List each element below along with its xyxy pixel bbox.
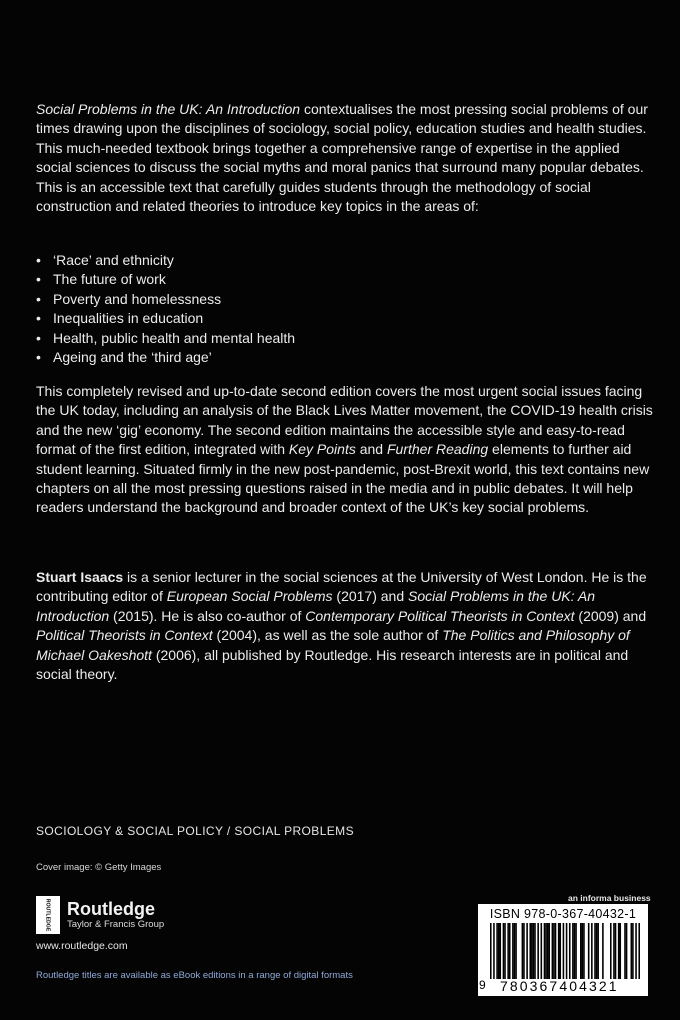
list-item: • Ageing and the ‘third age’ (36, 348, 295, 367)
author-book-title: Social Problems in the UK: An Introduction (36, 588, 596, 624)
barcode-bar (632, 923, 634, 979)
barcode-bar (531, 923, 533, 979)
barcode-digits: 780367404321 (500, 978, 619, 994)
publisher-block (36, 896, 164, 952)
barcode-bar (558, 923, 560, 979)
further-reading-term: Further Reading (386, 441, 489, 458)
barcode-bar (529, 923, 531, 979)
barcode-bar (631, 923, 633, 979)
barcode-bar (596, 923, 598, 979)
barcode-bar (490, 923, 492, 979)
informa-business-label: an informa business (568, 893, 651, 903)
barcode-bar (566, 923, 568, 979)
isbn-label: ISBN 978-0-367-40432-1 (489, 907, 637, 921)
barcode-bar (597, 923, 599, 979)
barcode-bar (526, 923, 528, 979)
barcode-bar (563, 923, 565, 979)
barcode-bar (615, 923, 617, 979)
barcode-bar (507, 923, 509, 979)
author-bio-text: (2015). He is also co-author of (109, 607, 306, 624)
subject-category: SOCIOLOGY & SOCIAL POLICY / SOCIAL PROBLEMS (36, 824, 354, 838)
barcode-bar (547, 923, 549, 979)
barcode-bar (569, 923, 571, 979)
edition-paragraph (36, 382, 656, 518)
list-item: • The future of work (36, 270, 295, 289)
barcode-bar (512, 923, 514, 979)
author-bio-text: (2006), all published by Routledge. His research interests are in political and social theory. (36, 646, 629, 683)
book-title: Social Problems in the UK: An Introduction (36, 101, 301, 117)
barcode-bar (504, 923, 506, 979)
routledge-logo-icon (36, 896, 60, 934)
barcode-bar (559, 923, 561, 979)
barcode-bars (490, 923, 640, 979)
barcode-bar (493, 923, 495, 979)
barcode-bar (515, 923, 517, 979)
barcode-bar (499, 923, 501, 979)
barcode-bar (619, 923, 621, 979)
key-points-term: Key Points (288, 441, 356, 458)
barcode-bar (635, 923, 637, 979)
publisher-group: Taylor & Francis Group (67, 919, 165, 930)
topic-list (36, 251, 295, 367)
author-bio-text: (2017) and (332, 588, 409, 605)
routledge-logo-mark-text: ROUTLEDGE (44, 898, 51, 932)
barcode-bar (534, 923, 536, 979)
barcode-bar (537, 923, 539, 979)
barcode-bar (618, 923, 620, 979)
publisher-name: Routledge (67, 899, 155, 919)
barcode-bar (523, 923, 525, 979)
barcode-bar (555, 923, 557, 979)
author-book-title: European Social Problems (166, 588, 333, 605)
author-name: Stuart Isaacs (36, 569, 124, 585)
ebook-availability-note: Routledge titles are available as eBook editions in a range of digital formats (36, 970, 353, 981)
barcode-bar (588, 923, 590, 979)
barcode-bar (553, 923, 555, 979)
barcode-bar (610, 923, 612, 979)
isbn-barcode (478, 904, 648, 996)
barcode-bar (575, 923, 577, 979)
author-bio-text: is a senior lecturer in the social sciences at the University of West London. He is the contributing editor of (36, 569, 647, 605)
barcode-bar (574, 923, 576, 979)
barcode-bar (548, 923, 550, 979)
list-item: • Health, public health and mental health (36, 329, 295, 348)
author-book-title: Political Theorists in Context (36, 627, 213, 644)
barcode-bar (582, 923, 584, 979)
barcode-bar (624, 923, 626, 979)
publisher-website[interactable]: www.routledge.com (36, 940, 128, 952)
barcode-bar (496, 923, 498, 979)
barcode-bar (583, 923, 585, 979)
barcode-bar (544, 923, 546, 979)
author-bio-text: (2009) and (574, 607, 647, 624)
list-item: • ‘Race’ and ethnicity (36, 251, 295, 270)
routledge-logo (36, 896, 164, 934)
barcode-bar (638, 923, 640, 979)
list-item: • Inequalities in education (36, 309, 295, 328)
barcode-bar (514, 923, 516, 979)
intro-paragraph (36, 100, 656, 216)
barcode-bar (572, 923, 574, 979)
edition-text-3: elements to further aid student learning. Situated firmly in the new post-pandemic, post-Brexit world, this text contains new chapters on all the most pressing questions raised in the media and in public debates. It will help readers understand the background and broader context of the UK’s key social problems. (36, 441, 650, 516)
barcode-bar (626, 923, 628, 979)
barcode-bar (602, 923, 604, 979)
author-bio (36, 568, 656, 684)
barcode-bar (594, 923, 596, 979)
author-bio-text: (2004), as well as the sole author of (212, 627, 443, 644)
barcode-bar (498, 923, 500, 979)
cover-image-credit: Cover image: © Getty Images (36, 862, 162, 873)
barcode-bar (503, 923, 505, 979)
barcode-bar (580, 923, 582, 979)
barcode-bar (613, 923, 615, 979)
barcode-bar (552, 923, 554, 979)
edition-text-2: and (355, 441, 387, 458)
barcode-bar (591, 923, 593, 979)
author-book-title: Contemporary Political Theorists in Context (305, 607, 575, 624)
barcode-bar (541, 923, 543, 979)
list-item: • Poverty and homelessness (36, 290, 295, 309)
author-book-title: The Politics and Philosophy of Michael Oakeshott (36, 627, 630, 663)
intro-text: contextualises the most pressing social problems of our times drawing upon the disciplines of sociology, social policy, education studies and health studies. This much-needed textbook brings together a comprehensive range of expertise in the applied social sciences to discuss the social myths and moral panics that surround many popular debates. This is an accessible text that carefully guides students through the methodology of social construction and related theories to introduce key topics in the areas of: (36, 101, 648, 215)
barcode-bar (509, 923, 511, 979)
barcode-bar (545, 923, 547, 979)
barcode-bar (522, 923, 524, 979)
barcode-bar (533, 923, 535, 979)
edition-text-1: This completely revised and up-to-date second edition covers the most urgent social issues facing the UK today, including an analysis of the Black Lives Matter movement, the COVID-19 health crisis and the new ‘gig’ economy. The second edition maintains the accessible style and easy-to-read format of the first edition, integrated with (36, 383, 653, 458)
barcode-lead-digit: 9 (479, 978, 486, 992)
